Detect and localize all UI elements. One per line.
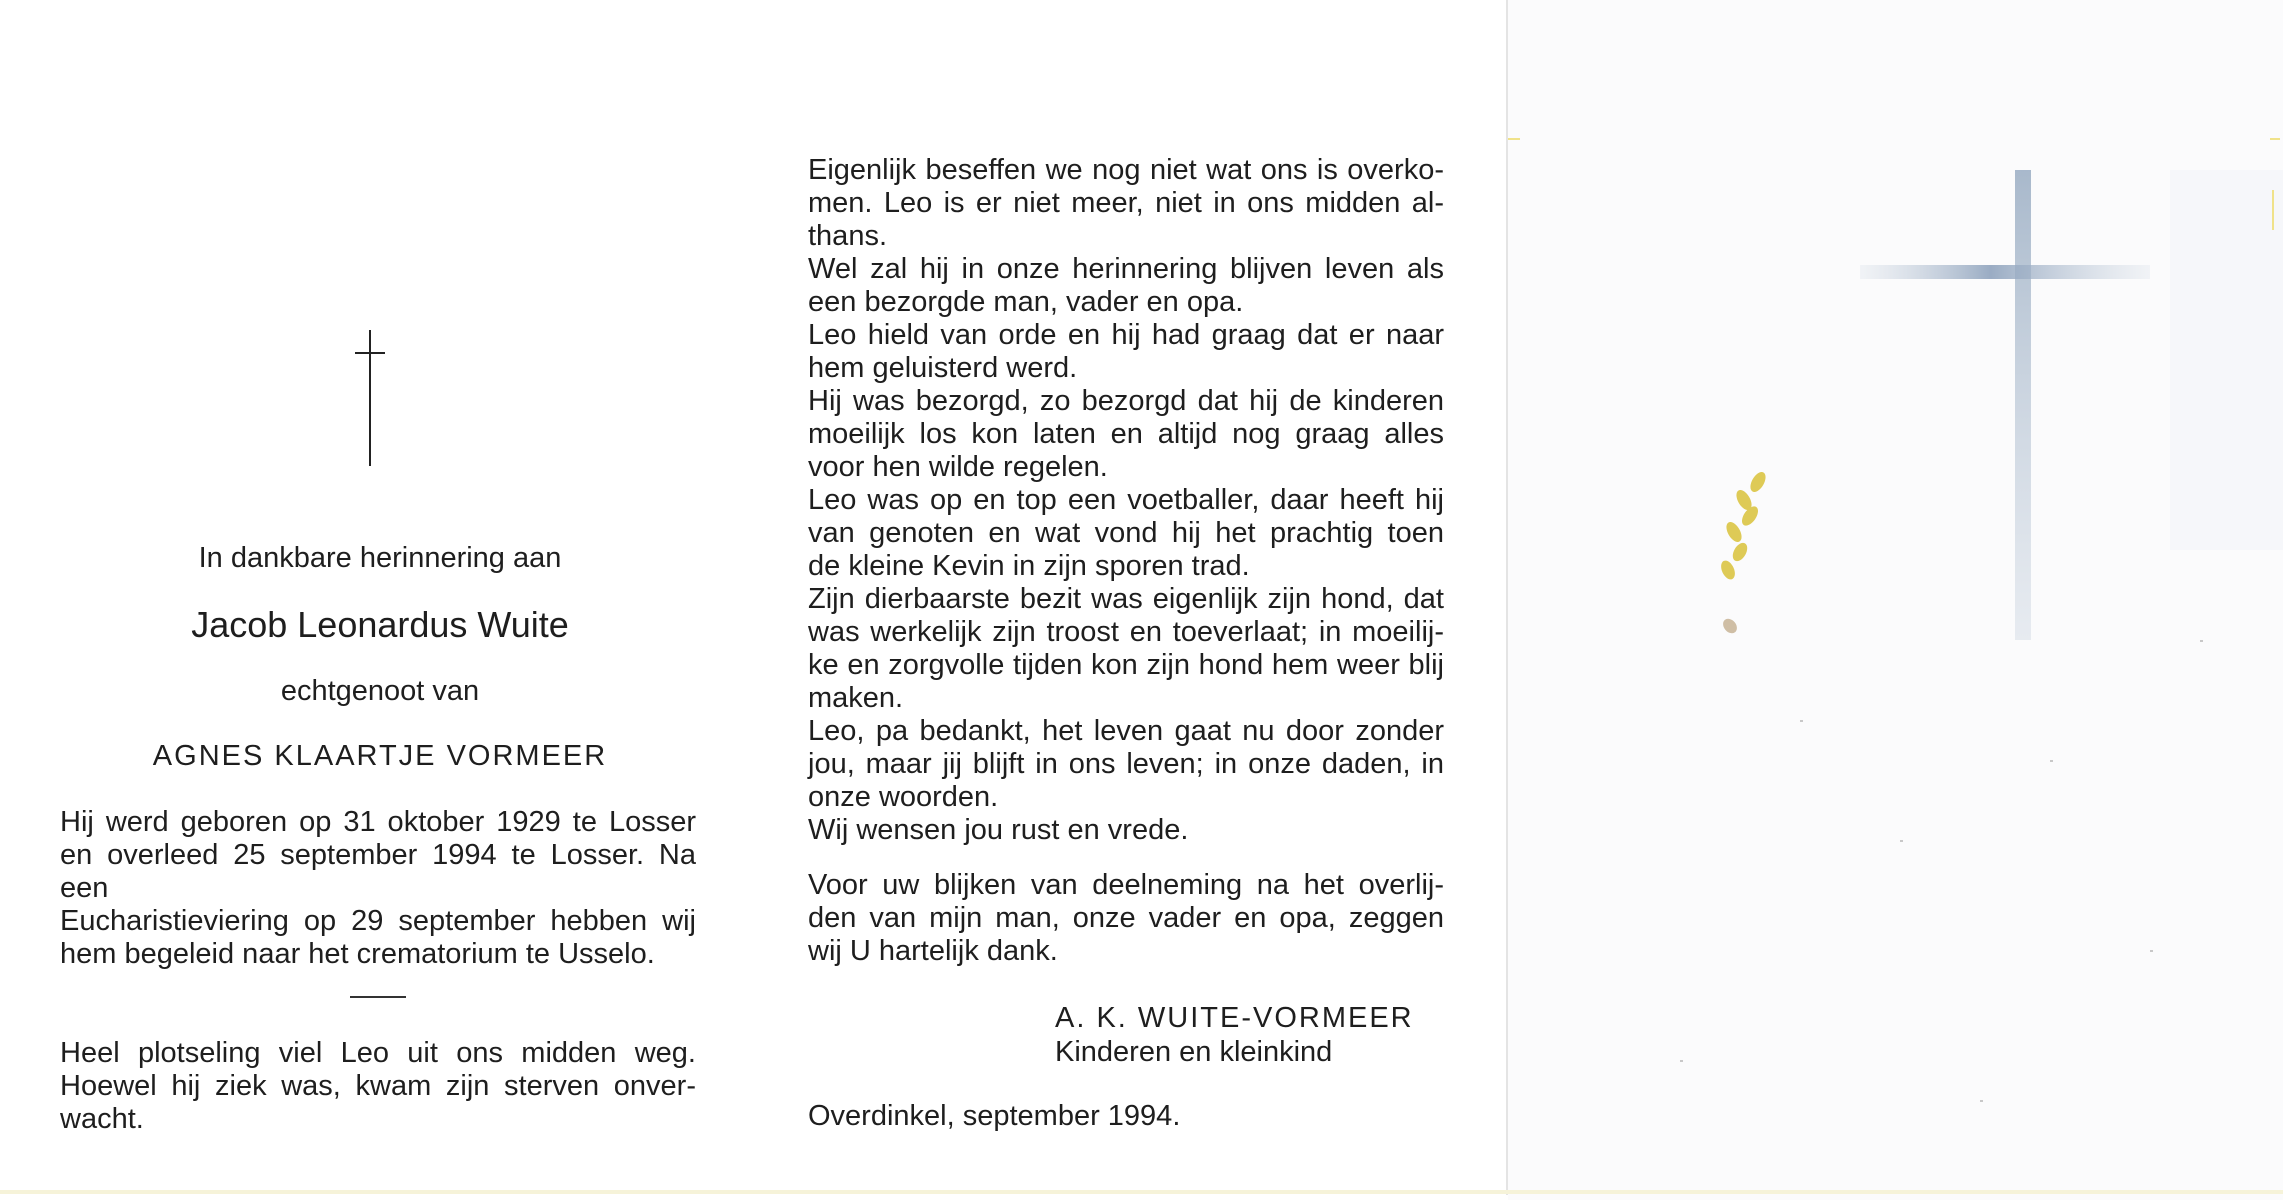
intro-line: Hoewel hij ziek was, kwam zijn sterven onver- — [60, 1070, 696, 1102]
memoir-line: Leo was op en top een voetballer, daar heeft hij — [808, 484, 1444, 516]
paper-bottom-edge — [0, 1190, 2283, 1194]
thanks-line: wij U hartelijk dank. — [808, 935, 1058, 967]
paper-speck — [1980, 1100, 1983, 1102]
thanks-line: den van mijn man, onze vader en opa, zeggen — [808, 902, 1444, 934]
memoir-paragraph — [808, 154, 1444, 847]
birth-paragraph — [60, 806, 696, 971]
intro-paragraph — [60, 1037, 696, 1136]
deceased-name: Jacob Leonardus Wuite — [191, 604, 569, 645]
memoir-line: Leo, pa bedankt, het leven gaat nu door zonder — [808, 715, 1444, 747]
separator-dash — [350, 996, 406, 998]
memoir-line: Wij wensen jou rust en vrede. — [808, 814, 1189, 846]
memoir-line: Wel zal hij in onze herinnering blijven leven als — [808, 253, 1444, 285]
signature-subtitle: Kinderen en kleinkind — [1055, 1036, 1333, 1068]
memoir-line: van genoten en wat vond hij het prachtig toen — [808, 517, 1444, 549]
memoir-line: was werkelijk zijn troost en toeverlaat; in moeilij- — [808, 616, 1444, 648]
paper-speck — [1900, 840, 1903, 842]
paper-mark — [2272, 190, 2274, 230]
signature-name: A. K. WUITE-VORMEER — [1055, 1002, 1414, 1034]
memoir-line: maken. — [808, 682, 904, 714]
memoir-line: thans. — [808, 220, 887, 252]
thanks-paragraph — [808, 869, 1444, 968]
memoir-line: men. Leo is er niet meer, niet in ons midden al- — [808, 187, 1444, 219]
memoir-line: moeilijk los kon laten en altijd nog graag alles — [808, 418, 1444, 450]
memoir-line: onze woorden. — [808, 781, 999, 813]
spouse-label: echtgenoot van — [280, 675, 480, 707]
birth-line: Hij werd geboren op 31 oktober 1929 te Losser — [60, 806, 696, 838]
birth-line: en overleed 25 september 1994 te Losser. Na een — [60, 839, 696, 904]
place-date: Overdinkel, september 1994. — [808, 1100, 1181, 1132]
dedication-text: In dankbare herinnering aan — [198, 542, 562, 574]
memoir-line: jou, maar jij blijft in ons leven; in onze daden, in — [808, 748, 1444, 780]
card-left-panel — [0, 0, 736, 1200]
birth-line: hem begeleid naar het crematorium te Usselo. — [60, 938, 655, 970]
memoir-line: Zijn dierbaarste bezit was eigenlijk zijn hond, dat — [808, 583, 1444, 615]
spouse-name: AGNES KLAARTJE VORMEER — [152, 740, 608, 772]
paper-mark — [1508, 138, 1520, 140]
memoir-line: een bezorgde man, vader en opa. — [808, 286, 1244, 318]
fold-line — [1506, 0, 1508, 1195]
paper-speck — [1680, 1060, 1683, 1062]
cross-horizontal — [355, 352, 385, 354]
memoir-line: hem geluisterd werd. — [808, 352, 1078, 384]
paper-speck — [2050, 760, 2053, 762]
memoir-line: Hij was bezorgd, zo bezorgd dat hij de kinderen — [808, 385, 1444, 417]
cross-vertical — [369, 330, 371, 466]
paper-speck — [2150, 950, 2153, 952]
laurel-branch-icon — [1700, 470, 1780, 640]
intro-line: wacht. — [60, 1103, 144, 1135]
memoir-line: voor hen wilde regelen. — [808, 451, 1108, 483]
paper-speck — [2200, 640, 2203, 642]
memoir-line: ke en zorgvolle tijden kon zijn hond hem weer blij — [808, 649, 1444, 681]
intro-line: Heel plotseling viel Leo uit ons midden weg. — [60, 1037, 696, 1069]
memoir-line: de kleine Kevin in zijn sporen trad. — [808, 550, 1250, 582]
thanks-line: Voor uw blijken van deelneming na het overlij- — [808, 869, 1444, 901]
paper-speck — [1800, 720, 1803, 722]
birth-line: Eucharistieviering op 29 september hebben wij — [60, 905, 696, 937]
memoir-line: Leo hield van orde en hij had graag dat er naar — [808, 319, 1444, 351]
watercolor-cross-icon — [1860, 170, 2283, 650]
memoir-line: Eigenlijk beseffen we nog niet wat ons is overko- — [808, 154, 1444, 186]
paper-mark — [2270, 138, 2280, 140]
